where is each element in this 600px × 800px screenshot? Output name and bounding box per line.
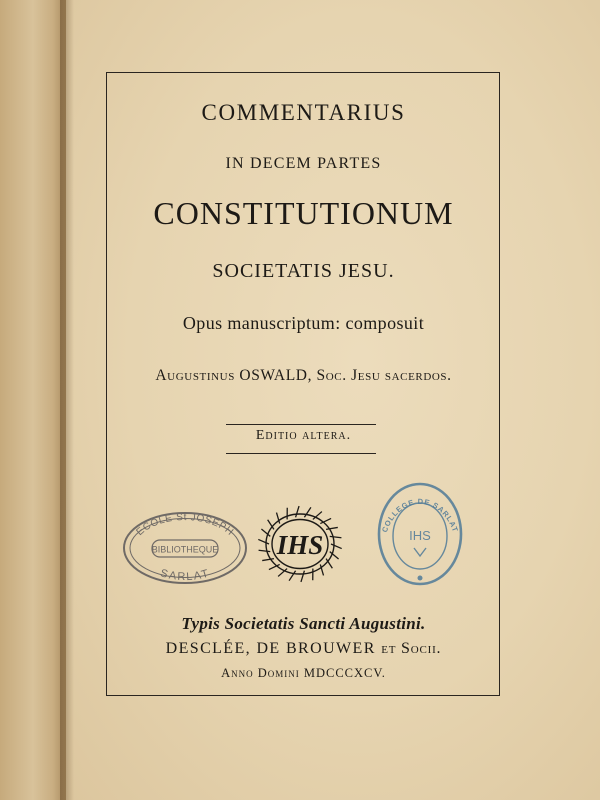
svg-text:ECOLE St JOSEPH [134, 512, 235, 538]
stamp-right-monogram: IHS [409, 528, 431, 543]
stamp-left-bottom-text: SARLAT [158, 567, 212, 584]
title-line-societatis-jesu: SOCIETATIS JESU. [212, 260, 395, 282]
title-line-in-decem-partes: IN DECEM PARTES [225, 155, 382, 172]
thorn-mark [331, 544, 342, 549]
edition-label: Editio altera. [255, 428, 352, 443]
stamp-right-ring-text: COLLEGE DE SARLAT [379, 496, 461, 534]
svg-text:SARLAT [159, 567, 211, 583]
author-line: Augustinus OSWALD, Soc. Jesu sacerdos. [155, 367, 452, 384]
title-line-constitutionum: CONSTITUTIONUM [153, 195, 454, 231]
stamp-left-middle-text: BIBLIOTHEQUE [151, 544, 219, 555]
thorn-mark [296, 506, 299, 517]
ihs-crown-of-thorns-emblem [255, 502, 345, 586]
edition-rule-bottom [226, 453, 376, 454]
title-line-commentarius: COMMENTARIUS [201, 100, 406, 125]
thorn-mark [330, 536, 342, 537]
subtitle-opus-manuscriptum: Opus manuscriptum: composuit [182, 313, 425, 333]
thorn-mark [301, 571, 304, 582]
gutter-shadow [60, 0, 74, 800]
stamp-left-top-text: ECOLE St JOSEPH [134, 511, 236, 539]
emblem-monogram: IHS [276, 530, 324, 560]
printer-line: Typis Societatis Sancti Augustini. [181, 614, 426, 633]
thorn-mark [259, 550, 271, 551]
thorn-mark [258, 539, 269, 544]
publisher-line [106, 640, 501, 658]
library-stamp-left [120, 510, 250, 586]
book-spine-edge [0, 0, 66, 800]
publisher-suffix: et Socii. [381, 640, 442, 657]
edition-rule-top [226, 424, 376, 425]
college-stamp-right [370, 478, 470, 588]
publisher-name: DESCLÉE, DE BROUWER [165, 640, 376, 657]
publication-year: Anno Domini MDCCCXCV. [221, 666, 386, 680]
